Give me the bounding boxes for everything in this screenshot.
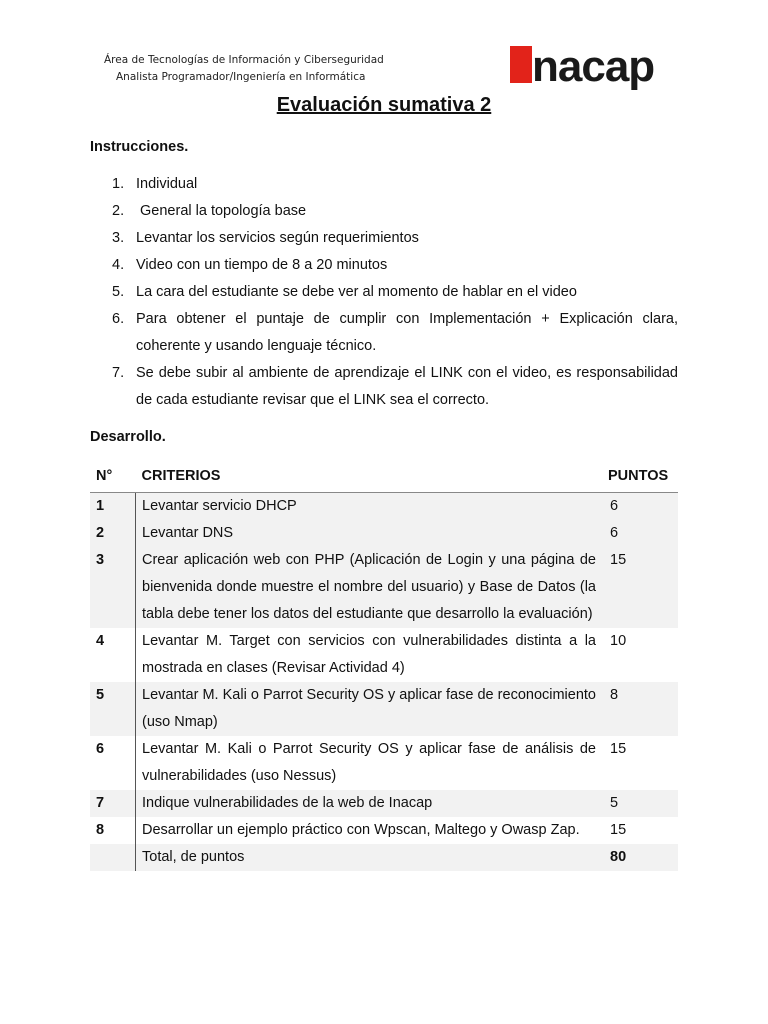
list-item: 3. Levantar los servicios según requerimientos: [112, 230, 419, 246]
list-item: 7. Se debe subir al ambiente de aprendizaje el LINK con el video, es responsabilidad de cada estudiante revisar que el LINK sea el correcto.: [112, 365, 678, 408]
row-number: 7: [90, 790, 136, 817]
row-number: [90, 844, 136, 871]
row-criteria: Levantar M. Kali o Parrot Security OS y aplicar fase de reconocimiento (uso Nmap): [136, 682, 603, 736]
development-heading: Desarrollo.: [90, 429, 166, 445]
row-points: 15: [610, 822, 627, 838]
table-row: [90, 736, 678, 790]
inacap-logo: [510, 42, 680, 96]
table-row: [90, 817, 678, 844]
instructions-heading: Instrucciones.: [90, 139, 189, 155]
instructions-list: [90, 171, 678, 414]
row-points: 6: [602, 520, 678, 547]
table-total-row: [90, 844, 678, 871]
list-item: 6. Para obtener el puntaje de cumplir con Implementación + Explicación clara, coherente y usando lenguaje técnico.: [112, 311, 678, 354]
list-item: 2. General la topología base: [112, 203, 307, 219]
column-header-number: N°: [90, 460, 136, 493]
list-item: 4. Video con un tiempo de 8 a 20 minutos: [112, 257, 388, 273]
row-criteria: Levantar M. Kali o Parrot Security OS y aplicar fase de análisis de vulnerabilidades (uso Nessus): [142, 741, 596, 784]
row-number: 1: [90, 493, 136, 521]
row-number: 6: [90, 736, 136, 790]
row-points: 15: [610, 741, 627, 757]
logo-red-mark: [510, 46, 532, 83]
row-criteria: Levantar servicio DHCP: [136, 493, 603, 521]
header-department: [104, 52, 404, 86]
logo-wordmark: nacap: [532, 42, 655, 91]
row-points: 8: [602, 682, 678, 736]
table-row: [90, 547, 678, 628]
table-row: [90, 493, 678, 521]
row-criteria: Desarrollar un ejemplo práctico con Wpscan, Maltego y Owasp Zap.: [142, 822, 580, 838]
page-title: Evaluación sumativa 2: [276, 94, 492, 116]
table-row: [90, 682, 678, 736]
row-points: 6: [602, 493, 678, 521]
row-criteria: Indique vulnerabilidades de la web de Inacap: [136, 790, 603, 817]
table-row: [90, 628, 678, 682]
row-number: 4: [90, 628, 136, 682]
table-row: [90, 790, 678, 817]
row-criteria: Crear aplicación web con PHP (Aplicación de Login y una página de bienvenida donde muestre el nombre del usuario) y Base de Datos (la tabla debe tener los datos del estudiante que desarrollo la evaluación): [136, 547, 603, 628]
row-points: 15: [602, 547, 678, 628]
row-number: 2: [90, 520, 136, 547]
total-label: Total, de puntos: [136, 844, 603, 871]
criteria-table: [90, 460, 678, 871]
total-points: 80: [602, 844, 678, 871]
row-criteria: Levantar DNS: [136, 520, 603, 547]
row-number: 5: [90, 682, 136, 736]
row-points: 5: [602, 790, 678, 817]
row-number: 3: [90, 547, 136, 628]
table-header-row: [90, 460, 678, 493]
row-points: 10: [610, 633, 627, 649]
column-header-points: PUNTOS: [602, 460, 678, 493]
list-item: 5. La cara del estudiante se debe ver al momento de hablar en el video: [112, 284, 577, 300]
header-line-2: Analista Programador/Ingeniería en Informática: [116, 71, 366, 83]
row-criteria: Levantar M. Target con servicios con vulnerabilidades distinta a la mostrada en clases (Revisar Actividad 4): [142, 633, 596, 676]
table-row: [90, 520, 678, 547]
column-header-criteria: CRITERIOS: [136, 460, 603, 493]
list-item: 1. Individual: [112, 176, 198, 192]
header-line-1: Área de Tecnologías de Información y Ciberseguridad: [104, 54, 384, 66]
row-number: 8: [90, 817, 136, 844]
